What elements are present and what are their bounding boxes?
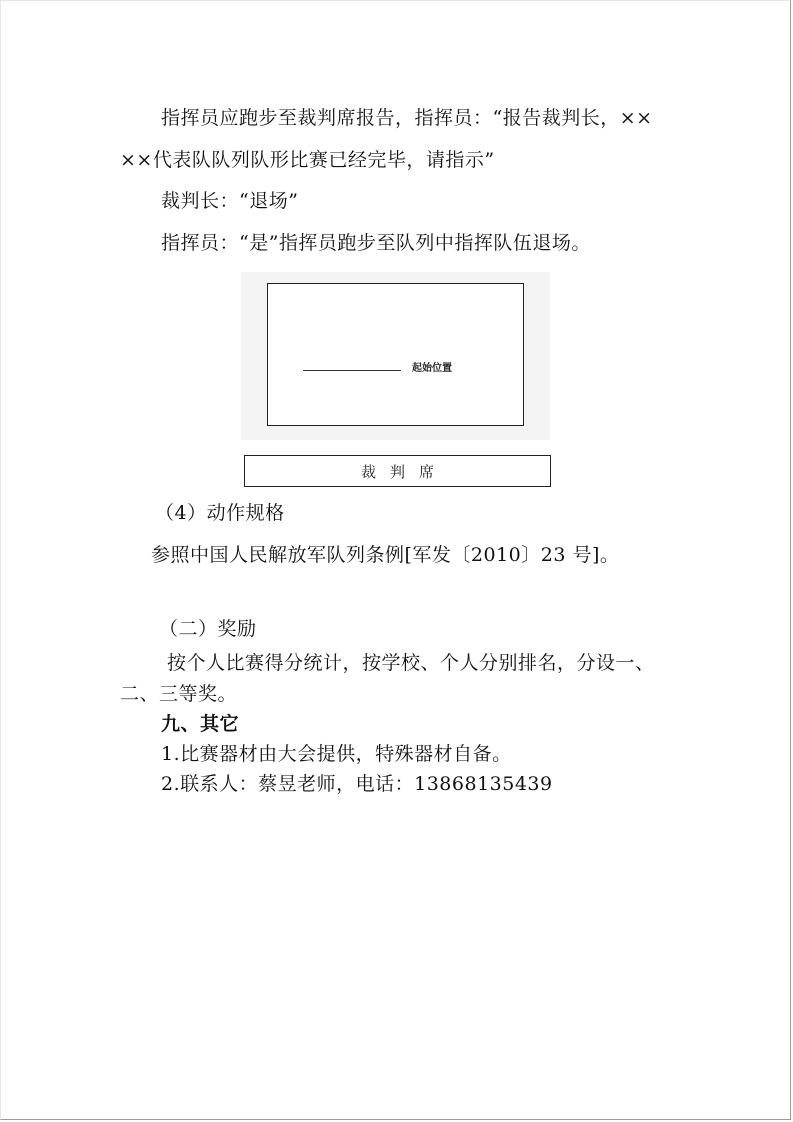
section-other-heading: 九、其它 <box>161 713 240 735</box>
section-other-item-contact: 2.联系人：蔡昱老师，电话：13868135439 <box>161 773 553 795</box>
section-awards-body-line2: 二、三等奖。 <box>120 683 238 705</box>
paragraph-commander-exit: 指挥员：“是”指挥员跑步至队列中指挥队伍退场。 <box>161 232 591 254</box>
paragraph-chief-judge: 裁判长：“退场” <box>161 190 299 212</box>
paragraph-report-line2: ××代表队队列队形比赛已经完毕，请指示” <box>120 149 495 171</box>
section-awards-body-line1: 按个人比赛得分统计，按学校、个人分别排名，分设一、 <box>167 652 655 674</box>
judge-seat-label: 裁判席 <box>360 462 448 481</box>
start-position-line <box>303 370 401 371</box>
paragraph-report-line1: 指挥员应跑步至裁判席报告，指挥员：“报告裁判长，×× <box>161 107 653 129</box>
section-action-spec-body: 参照中国人民解放军队列条例[军发〔2010〕23 号]。 <box>151 544 620 566</box>
judge-seat-box <box>244 455 551 487</box>
section-awards-heading: （二）奖励 <box>159 618 257 640</box>
section-action-spec-heading: （4）动作规格 <box>155 502 285 524</box>
field-diagram-box <box>267 283 524 426</box>
section-other-item-equipment: 1.比赛器材由大会提供，特殊器材自备。 <box>161 743 512 765</box>
start-position-label: 起始位置 <box>412 363 452 374</box>
